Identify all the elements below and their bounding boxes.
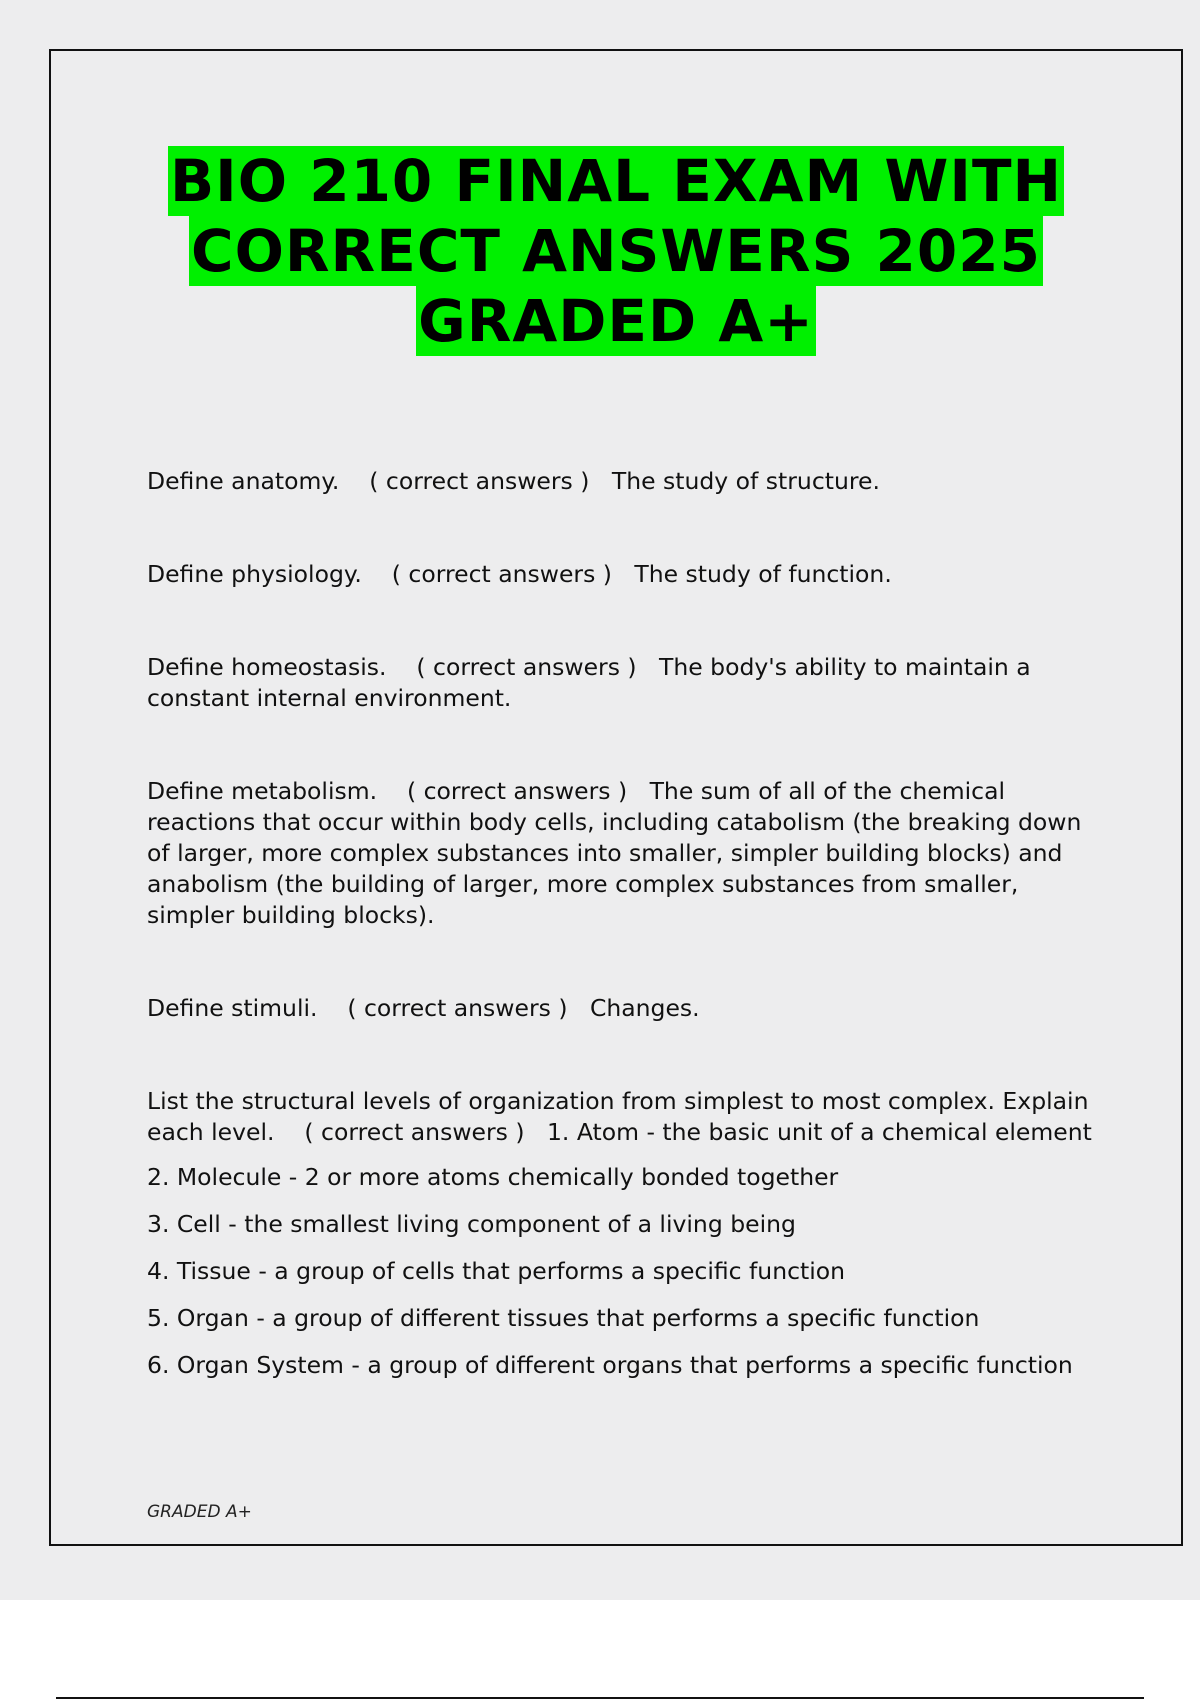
qa-item — [147, 1086, 1107, 1148]
organization-level-item: 6. Organ System - a group of different organs that performs a specific function — [147, 1351, 1073, 1379]
qa-item — [147, 776, 1107, 931]
qa-item — [147, 652, 1107, 714]
organization-level-item: 3. Cell - the smallest living component of a living being — [147, 1210, 796, 1238]
answer-marker: ( correct answers ) — [347, 994, 568, 1022]
answer-text: The sum of all of the chemical reactions that occur within body cells, including catabolism (the breaking down of larger, more complex substances into smaller, simpler building blocks) and anabolism (the building of larger, more complex substances from smaller, simpler building blocks). — [147, 777, 1082, 929]
question-text: Define physiology. — [147, 560, 362, 588]
organization-level-item: 5. Organ - a group of different tissues that performs a specific function — [147, 1304, 980, 1332]
answer-marker: ( correct answers ) — [416, 653, 637, 681]
document-title — [51, 146, 1181, 356]
question-text: Define metabolism. — [147, 777, 378, 805]
answer-text: The body's ability to maintain a constant internal environment. — [147, 653, 1031, 712]
organization-level-item: 2. Molecule - 2 or more atoms chemically bonded together — [147, 1163, 839, 1191]
qa-item — [147, 993, 1107, 1024]
answer-marker: ( correct answers ) — [407, 777, 628, 805]
document-body — [147, 466, 1107, 1397]
answer-marker: ( correct answers ) — [369, 467, 590, 495]
question-text: List the structural levels of organization from simplest to most complex. Explain each level. — [147, 1087, 1089, 1146]
title-line-3: GRADED A+ — [418, 287, 814, 355]
answer-text: Changes. — [589, 994, 700, 1022]
answer-text: 1. Atom - the basic unit of a chemical element — [546, 1118, 1092, 1146]
page-footer-label: GRADED A+ — [147, 1502, 252, 1522]
organization-level-item: 4. Tissue - a group of cells that performs a specific function — [147, 1257, 846, 1285]
question-text: Define stimuli. — [147, 994, 318, 1022]
answer-marker: ( correct answers ) — [391, 560, 612, 588]
answer-marker: ( correct answers ) — [304, 1118, 525, 1146]
qa-item — [147, 466, 1107, 497]
title-line-2: CORRECT ANSWERS 2025 — [191, 217, 1041, 285]
answer-text: The study of structure. — [611, 467, 880, 495]
question-text: Define homeostasis. — [147, 653, 387, 681]
question-text: Define anatomy. — [147, 467, 340, 495]
qa-item — [147, 559, 1107, 590]
answer-text: The study of function. — [634, 560, 892, 588]
document-page — [49, 49, 1183, 1546]
title-line-1: BIO 210 FINAL EXAM WITH — [169, 147, 1063, 215]
next-page-divider — [56, 1697, 1144, 1699]
